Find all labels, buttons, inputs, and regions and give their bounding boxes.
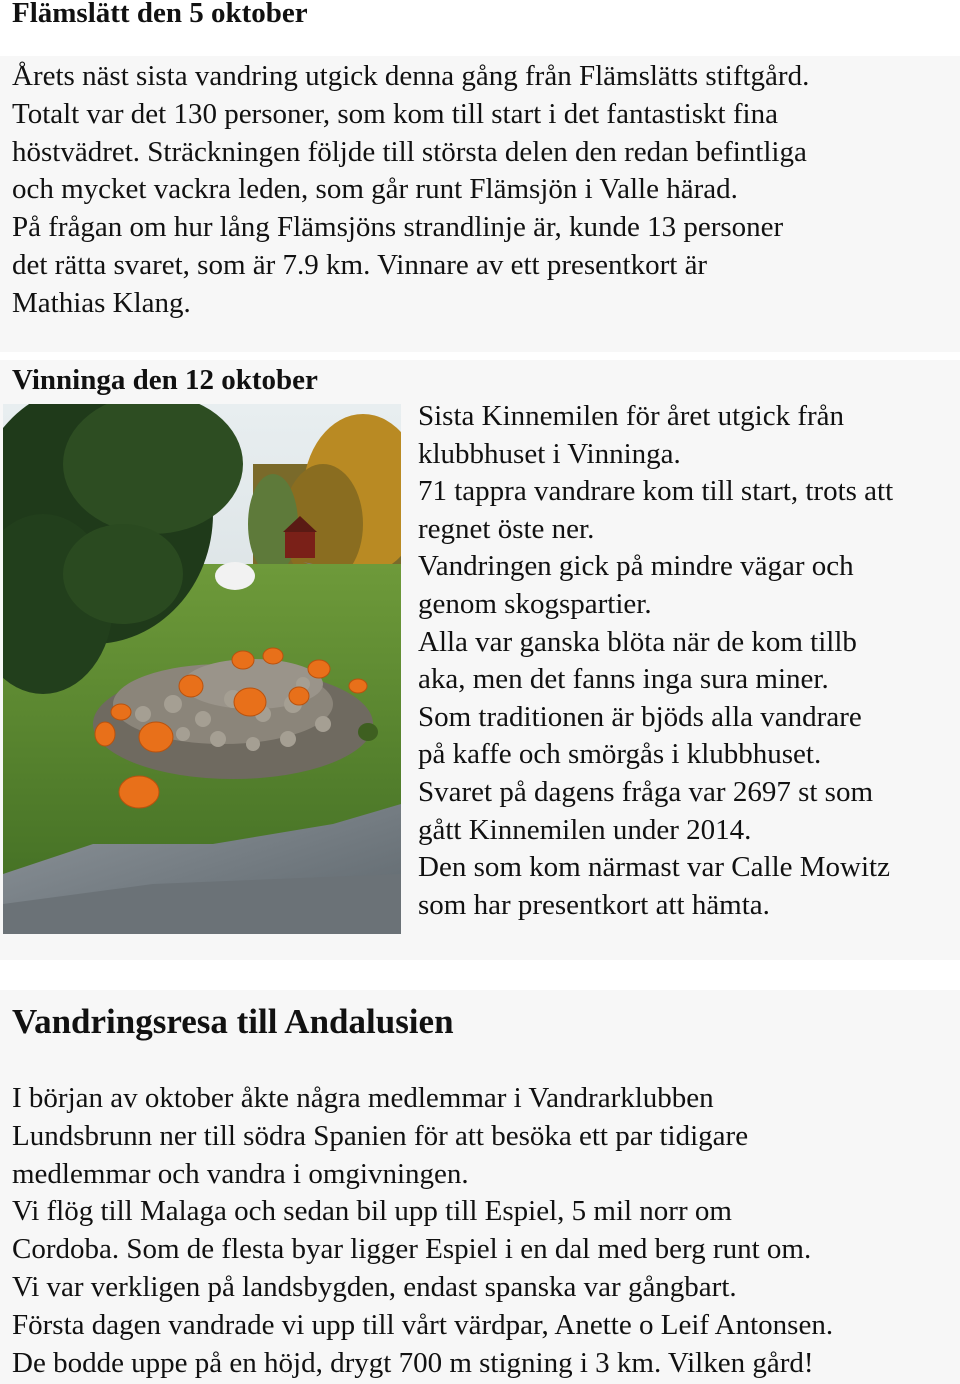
section3-line: Vi var verkligen på landsbygden, endast spanska var gångbart. bbox=[12, 1270, 737, 1303]
section3-line: medlemmar och vandra i omgivningen. bbox=[12, 1157, 469, 1190]
section2-line: Som traditionen är bjöds alla vandrare bbox=[418, 700, 862, 733]
section1-line: och mycket vackra leden, som går runt Flämsjön i Valle härad. bbox=[12, 173, 738, 206]
section1-heading: Flämslätt den 5 oktober bbox=[12, 0, 308, 29]
pumpkin-photo bbox=[3, 404, 401, 934]
section2-line: Svaret på dagens fråga var 2697 st som bbox=[418, 775, 874, 808]
section2-line: regnet öste ner. bbox=[418, 512, 595, 545]
section3-heading: Vandringsresa till Andalusien bbox=[12, 1002, 454, 1041]
section1-line: På frågan om hur lång Flämsjöns strandlinje är, kunde 13 personer bbox=[12, 211, 784, 244]
section3-line: De bodde uppe på en höjd, drygt 700 m stigning i 3 km. Vilken gård! bbox=[12, 1346, 814, 1379]
section2-line: Vandringen gick på mindre vägar och bbox=[418, 550, 854, 583]
section3-line: I början av oktober åkte några medlemmar i Vandrarklubben bbox=[12, 1082, 714, 1114]
section2-line: genom skogspartier. bbox=[418, 587, 652, 620]
section2-line: 71 tappra vandrare kom till start, trots att bbox=[418, 475, 894, 508]
section3-line: Cordoba. Som de flesta byar ligger Espiel i en dal med berg runt om. bbox=[12, 1233, 812, 1266]
section2-line: Alla var ganska blöta när de kom tillb bbox=[418, 625, 857, 658]
section2-heading: Vinninga den 12 oktober bbox=[12, 364, 318, 396]
section2-line: Sista Kinnemilen för året utgick från bbox=[418, 400, 845, 432]
section2-line: på kaffe och smörgås i klubbhuset. bbox=[418, 738, 822, 771]
section2-line: som har presentkort att hämta. bbox=[418, 888, 770, 921]
section1-paragraph bbox=[12, 58, 809, 323]
section3-line: Första dagen vandrade vi upp till vårt värdpar, Anette o Leif Antonsen. bbox=[12, 1308, 834, 1341]
section1-line: Årets näst sista vandring utgick denna gång från Flämslätts stiftgård. bbox=[12, 60, 810, 92]
section3-paragraph bbox=[12, 1080, 833, 1382]
section1-line: höstvädret. Sträckningen följde till största delen den redan befintliga bbox=[12, 135, 807, 168]
section1-line: Mathias Klang. bbox=[12, 286, 191, 319]
section3-line: Vi flög till Malaga och sedan bil upp till Espiel, 5 mil norr om bbox=[12, 1195, 732, 1228]
section2-line: klubbhuset i Vinninga. bbox=[418, 437, 681, 470]
section1-line: det rätta svaret, som är 7.9 km. Vinnare av ett presentkort är bbox=[12, 248, 708, 281]
section3-line: Lundsbrunn ner till södra Spanien för att besöka ett par tidigare bbox=[12, 1119, 749, 1152]
section2-line: gått Kinnemilen under 2014. bbox=[418, 813, 752, 846]
section2-line: Den som kom närmast var Calle Mowitz bbox=[418, 851, 890, 884]
section2-line: aka, men det fanns inga sura miner. bbox=[418, 663, 829, 696]
section1-line: Totalt var det 130 personer, som kom till start i det fantastiskt fina bbox=[12, 97, 778, 130]
section2-paragraph bbox=[418, 398, 893, 924]
